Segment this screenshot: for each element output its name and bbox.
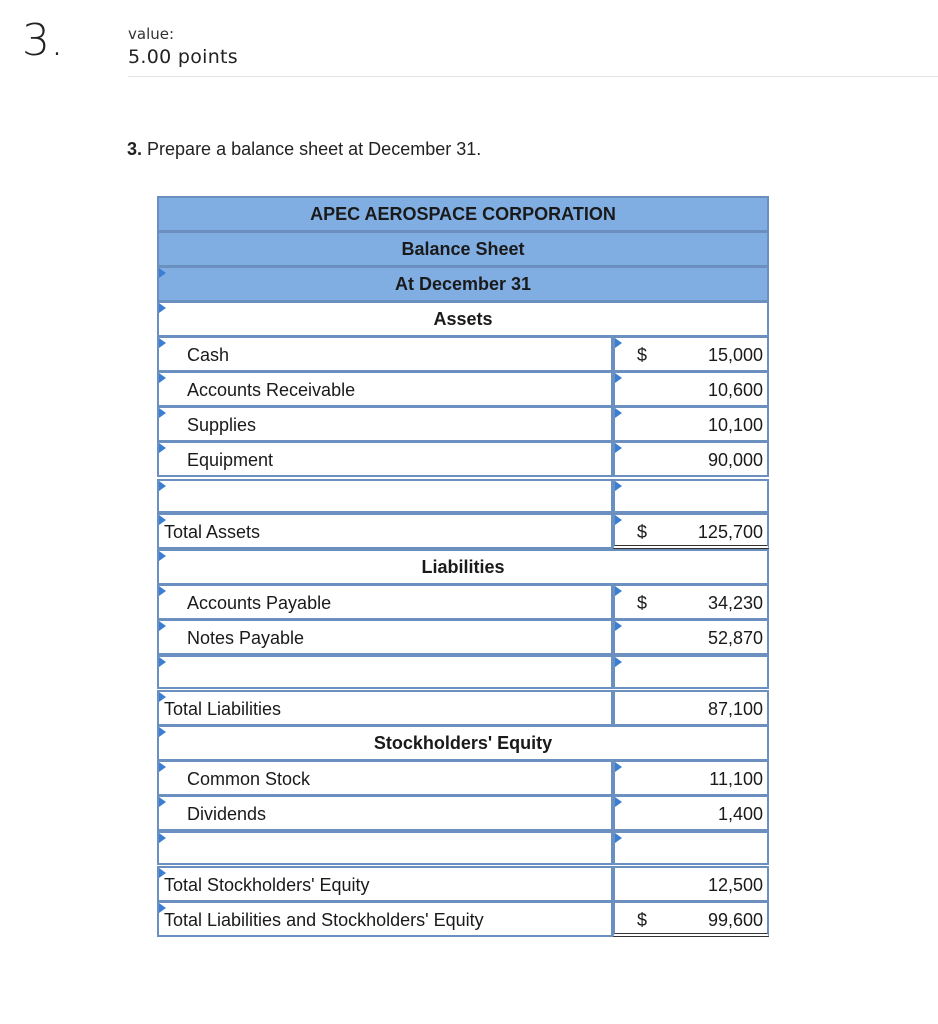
equity-amount-text: 1,400: [717, 804, 763, 824]
value-label: value:: [128, 25, 175, 43]
input-marker-icon: [159, 408, 166, 418]
input-marker-icon: [159, 657, 166, 667]
total-equity-value: 12,500: [707, 875, 763, 895]
liability-amount-empty[interactable]: [613, 655, 769, 689]
liability-label-text: Accounts Payable: [187, 593, 332, 613]
statement-title: Balance Sheet: [157, 231, 769, 267]
input-marker-icon: [159, 303, 166, 313]
prompt-text: Prepare a balance sheet at December 31.: [147, 139, 482, 159]
prompt-number: 3.: [127, 139, 143, 159]
total-equity-label[interactable]: [157, 866, 613, 902]
asset-amount-receivable[interactable]: [613, 371, 769, 407]
total-assets-label[interactable]: [157, 513, 613, 549]
points-value: 5.00 points: [128, 46, 238, 68]
total-equity-text: Total Stockholders' Equity: [164, 875, 370, 895]
input-marker-icon: [159, 727, 166, 737]
total-liab-equity-amount[interactable]: [613, 901, 769, 937]
equity-header-text: Stockholders' Equity: [373, 733, 553, 753]
input-marker-icon: [159, 586, 166, 596]
asset-amount-supplies[interactable]: [613, 406, 769, 442]
input-marker-icon: [615, 338, 622, 348]
input-marker-icon: [159, 481, 166, 491]
liability-amount-payable[interactable]: [613, 584, 769, 620]
input-marker-icon: [159, 762, 166, 772]
input-marker-icon: [159, 797, 166, 807]
liability-label-empty[interactable]: [157, 655, 613, 689]
input-marker-icon: [615, 657, 622, 667]
dollar-sign: $: [637, 345, 648, 365]
input-marker-icon: [159, 551, 166, 561]
asset-label-text: Cash: [187, 345, 230, 365]
total-assets-amount[interactable]: [613, 513, 769, 549]
equity-amount-text: 11,100: [709, 769, 763, 789]
question-number: 3.: [22, 15, 64, 66]
total-equity-amount[interactable]: [613, 866, 769, 902]
asset-label-supplies[interactable]: [157, 406, 613, 442]
statement-date[interactable]: [157, 266, 769, 302]
asset-label-empty[interactable]: [157, 479, 613, 513]
assets-header[interactable]: [157, 301, 769, 337]
input-marker-icon: [615, 373, 622, 383]
total-liab-equity-text: Total Liabilities and Stockholders' Equity: [164, 910, 484, 930]
input-marker-icon: [615, 797, 622, 807]
total-liabilities-amount[interactable]: [613, 690, 769, 726]
asset-label-receivable[interactable]: [157, 371, 613, 407]
input-marker-icon: [159, 621, 166, 631]
total-liabilities-text: Total Liabilities: [164, 699, 282, 719]
input-marker-icon: [615, 443, 622, 453]
asset-amount-text: 15,000: [707, 345, 763, 365]
dollar-sign: $: [637, 910, 648, 930]
asset-label-text: Accounts Receivable: [187, 380, 356, 400]
liability-label-text: Notes Payable: [187, 628, 305, 648]
input-marker-icon: [615, 586, 622, 596]
input-marker-icon: [615, 762, 622, 772]
total-liab-equity-label[interactable]: [157, 901, 613, 937]
asset-amount-cash[interactable]: [613, 336, 769, 372]
input-marker-icon: [159, 268, 166, 278]
total-assets-value: 125,700: [697, 522, 763, 542]
asset-label-text: Supplies: [187, 415, 257, 435]
input-marker-icon: [615, 515, 622, 525]
asset-amount-text: 10,100: [707, 415, 763, 435]
total-liabilities-label[interactable]: [157, 690, 613, 726]
assets-header-text: Assets: [433, 309, 493, 329]
statement-date-text: At December 31: [394, 274, 532, 294]
asset-amount-empty[interactable]: [613, 479, 769, 513]
total-liabilities-value: 87,100: [707, 699, 763, 719]
input-marker-icon: [159, 373, 166, 383]
equity-label-dividends[interactable]: [157, 795, 613, 831]
question-prompt: [127, 139, 481, 160]
total-liab-equity-value: 99,600: [707, 910, 763, 930]
total-assets-text: Total Assets: [164, 522, 261, 542]
input-marker-icon: [615, 621, 622, 631]
equity-header[interactable]: [157, 725, 769, 761]
asset-amount-text: 10,600: [707, 380, 763, 400]
asset-label-text: Equipment: [187, 450, 274, 470]
dollar-sign: $: [637, 593, 648, 613]
liability-amount-text: 34,230: [707, 593, 763, 613]
liability-amount-text: 52,870: [707, 628, 763, 648]
asset-label-equipment[interactable]: [157, 441, 613, 477]
liability-label-notes[interactable]: [157, 619, 613, 655]
liabilities-header-text: Liabilities: [421, 557, 505, 577]
header-divider: [128, 76, 938, 77]
asset-label-cash[interactable]: [157, 336, 613, 372]
equity-label-text: Common Stock: [187, 769, 311, 789]
input-marker-icon: [615, 833, 622, 843]
equity-amount-empty[interactable]: [613, 831, 769, 865]
equity-label-empty[interactable]: [157, 831, 613, 865]
liabilities-header[interactable]: [157, 549, 769, 585]
equity-label-common-stock[interactable]: [157, 760, 613, 796]
equity-label-text: Dividends: [187, 804, 267, 824]
liability-amount-notes[interactable]: [613, 619, 769, 655]
dollar-sign: $: [637, 522, 648, 542]
balance-sheet-table: [157, 196, 769, 938]
equity-amount-common-stock[interactable]: [613, 760, 769, 796]
company-name: APEC AEROSPACE CORPORATION: [157, 196, 769, 232]
input-marker-icon: [615, 481, 622, 491]
input-marker-icon: [159, 338, 166, 348]
input-marker-icon: [159, 833, 166, 843]
asset-amount-equipment[interactable]: [613, 441, 769, 477]
asset-amount-text: 90,000: [707, 450, 763, 470]
liability-label-payable[interactable]: [157, 584, 613, 620]
input-marker-icon: [615, 408, 622, 418]
equity-amount-dividends[interactable]: [613, 795, 769, 831]
input-marker-icon: [159, 443, 166, 453]
